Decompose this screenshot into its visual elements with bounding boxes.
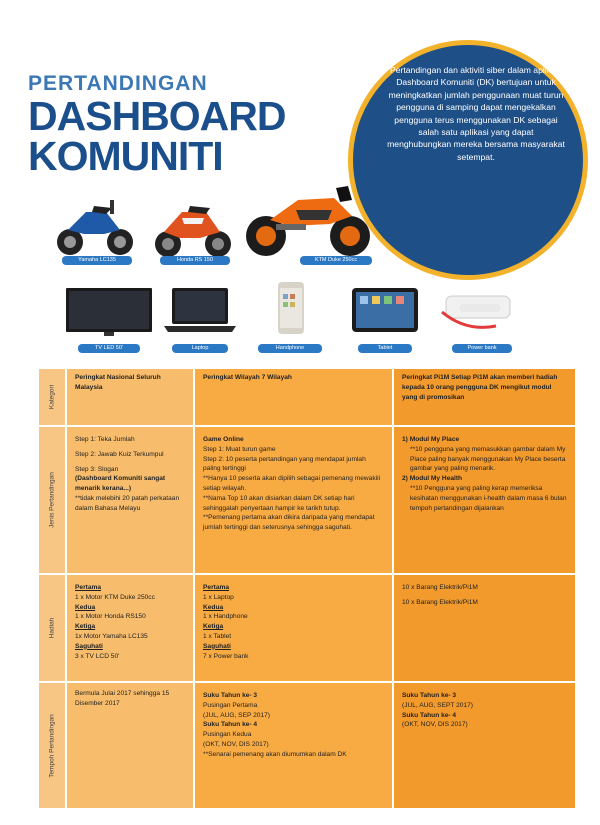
hadiah-kedua-label: Kedua (75, 603, 96, 611)
tv-led-tag: TV LED 50' (78, 344, 140, 353)
powerbank-tag: Power bank (452, 344, 512, 353)
row-label-text: Tempoh Pertandingan (48, 713, 56, 778)
yamaha-lc135-image (54, 190, 136, 270)
intro-text: Pertandingan dan aktiviti siber dalam aplikasi Dashboard Komuniti (DK) bertujuan untuk meningkatkan jumlah penggunaan muat turun pengguna di samping dapat mengekalkan pengguna terus menggunakan DK sebagai salah satu aplikasi yang dapat menghubungkan mereka bersama masyarakat setempat. (387, 65, 565, 162)
hadiah-ketiga-value: 1 x Tablet (203, 632, 232, 640)
hadiah-ketiga-label: Ketiga (75, 623, 96, 631)
kategori-pi1m-text: Peringkat Pi1M Setiap Pi1M akan memberi hadiah kepada 10 orang pengguna DK mengikut modul yang di promosikan (402, 374, 558, 401)
kategori-nasional-text: Peringkat Nasional Seluruh Malaysia (75, 374, 161, 391)
hadiah-saguhati-label: Saguhati (203, 642, 231, 650)
hadiah-ketiga-label: Ketiga (203, 623, 224, 631)
hadiah-pertama-value: 1 x Laptop (203, 593, 234, 601)
game-online-heading: Game Online (203, 436, 244, 443)
jenis-note: **tidak melebihi 20 patah perkataan dalam Bahasa Melayu (75, 494, 180, 512)
game-step-2: Step 2: 10 peserta pertandingan yang mendapat jumlah paling tertinggi (203, 455, 366, 473)
handphone-tag: Handphone (258, 344, 322, 353)
yamaha-lc135-tag: Yamaha LC135 (62, 256, 132, 265)
row-label-hadiah (38, 574, 66, 682)
jenis-nasional (66, 426, 194, 574)
modul-my-health-heading: 2) Modul My Health (402, 475, 463, 483)
suku-4-period: (OKT, NOV, DIS 2017) (402, 721, 468, 729)
game-note-3: **Pemenang pertama akan dikira daripada yang mendapat jumlah tertinggi dan seterusnya sehingga saguhati. (203, 514, 375, 532)
jenis-pi1m (393, 426, 576, 574)
jenis-wilayah (194, 426, 393, 574)
tempoh-nasional-text: Bermula Julai 2017 sehingga 15 Disember 2017 (75, 690, 170, 707)
kategori-nasional (66, 368, 194, 426)
tablet-tag: Tablet (358, 344, 412, 353)
row-label-kategori (38, 368, 66, 426)
modul-my-health-text: **10 Pengguna yang paling kerap memeriksa kesihatan menggunakan i-health dalam masa 6 bulan tempoh pertandingan dijalankan (410, 484, 567, 512)
jenis-step-3: Step 3: Slogan (75, 465, 119, 473)
suku-3-heading: Suku Tahun ke- 3 (203, 692, 258, 699)
honda-rs150-tag: Honda RS 150 (160, 256, 230, 265)
suku-4-heading: Suku Tahun ke- 4 (402, 711, 457, 719)
suku-4-period: (OKT, NOV, DIS 2017) (203, 740, 269, 748)
suku-4-heading: Suku Tahun ke- 4 (203, 721, 258, 729)
hadiah-pertama-label: Pertama (203, 584, 230, 591)
game-step-1: Step 1: Muat turun game (203, 445, 276, 453)
suku-3-pusingan: Pusingan Pertama (203, 701, 258, 709)
hadiah-kedua-value: 1 x Motor Honda RS150 (75, 613, 146, 621)
honda-rs150-image (152, 192, 234, 272)
hadiah-kedua-label: Kedua (203, 603, 224, 611)
hadiah-pertama-label: Pertama (75, 584, 102, 591)
hadiah-saguhati-value: 7 x Power bank (203, 652, 249, 660)
hadiah-saguhati-label: Saguhati (75, 642, 103, 650)
hadiah-nasional (66, 574, 194, 682)
laptop-tag: Laptop (172, 344, 228, 353)
row-label-text: Kategori (48, 384, 56, 410)
tempoh-note: **Senarai pemenang akan diumumkan dalam DK (203, 750, 347, 758)
tv-led-image (64, 284, 154, 354)
modul-my-place-heading: 1) Modul My Place (402, 436, 460, 443)
suku-3-heading: Suku Tahun ke- 3 (402, 692, 457, 699)
title-line-2: DASHBOARD (28, 93, 286, 139)
game-note-1: **Hanya 10 peserta akan dipilih sebagai pemenang mewakili setiap wilayah. (203, 475, 381, 492)
row-label-jenis (38, 426, 66, 574)
ktm-duke-tag: KTM Duke 250cc (300, 256, 372, 265)
jenis-step-1: Step 1: Teka Jumlah (75, 436, 135, 443)
hadiah-pi1m-2: 10 x Barang Elektrik/Pi1M (402, 598, 478, 606)
tempoh-wilayah (194, 682, 393, 809)
powerbank-image (436, 282, 526, 354)
hadiah-kedua-value: 1 x Handphone (203, 613, 248, 621)
kategori-wilayah (194, 368, 393, 426)
modul-my-place-text: **10 pengguna yang memasukkan gambar dalam My Place paling banyak menggunakan My Place beserta gambar yang paling menarik. (410, 445, 566, 473)
title-line-3: KOMUNITI (28, 133, 223, 179)
tempoh-pi1m (393, 682, 576, 809)
hadiah-pi1m-1: 10 x Barang Elektrik/Pi1M (402, 584, 478, 591)
suku-3-period: (JUL, AUG, SEPT 2017) (402, 701, 473, 709)
tempoh-nasional (66, 682, 194, 809)
hadiah-ketiga-value: 1x Motor Yamaha LC135 (75, 632, 148, 640)
kategori-wilayah-text: Peringkat Wilayah 7 Wilayah (203, 374, 292, 381)
hadiah-saguhati-value: 3 x TV LCD 50' (75, 652, 120, 660)
jenis-step-2: Step 2: Jawab Kuiz Terkumpul (75, 450, 164, 458)
kategori-pi1m (393, 368, 576, 426)
title-line-1: PERTANDINGAN (28, 72, 208, 95)
tablet-image (344, 282, 426, 354)
handphone-image (248, 278, 332, 354)
page-title (28, 72, 328, 179)
game-note-2: **Nama Top 10 akan disiarkan dalam DK setiap hari sehinggalah penyertaan hampir ke tarikh tutup. (203, 494, 355, 512)
jenis-step-3-slogan: (Dashboard Komuniti sangat menarik kerana...) (75, 475, 166, 493)
row-label-text: Hadiah (48, 617, 56, 639)
hadiah-wilayah (194, 574, 393, 682)
row-label-text: Jenis Pertandingan (48, 472, 56, 528)
hadiah-pertama-value: 1 x Motor KTM Duke 250cc (75, 593, 155, 601)
laptop-image (160, 284, 240, 354)
suku-3-period: (JUL, AUG, SEP 2017) (203, 711, 270, 719)
suku-4-pusingan: Pusingan Kedua (203, 731, 252, 739)
ktm-duke-image (240, 180, 376, 270)
competition-table (38, 368, 576, 809)
hadiah-pi1m (393, 574, 576, 682)
row-label-tempoh (38, 682, 66, 809)
